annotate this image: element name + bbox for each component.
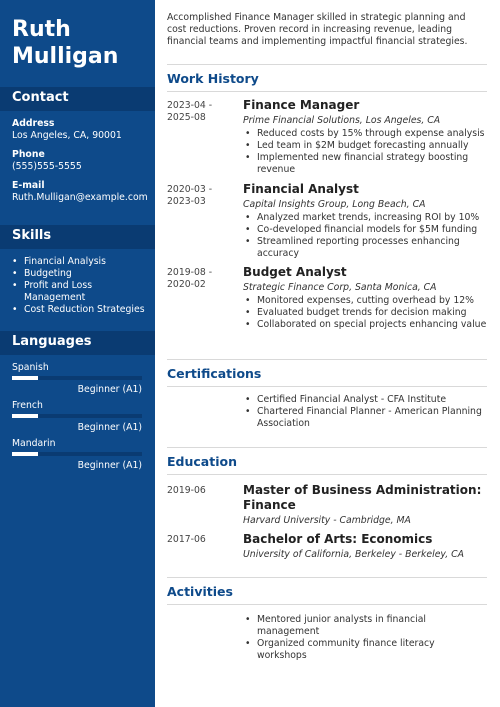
- list-item: • Led team in $2M budget forecasting annually: [243, 140, 487, 152]
- last-name: Mulligan: [12, 44, 119, 69]
- language-name: Mandarin: [12, 438, 56, 449]
- language-name: Spanish: [12, 362, 49, 373]
- skills-heading: Skills: [0, 225, 155, 249]
- list-item: • Mentored junior analysts in financial management: [243, 614, 487, 638]
- job-bullets: [243, 128, 487, 176]
- address-label: Address: [12, 118, 55, 129]
- list-item: • Collaborated on special projects enhancing value: [243, 319, 487, 331]
- proficiency-fill: [12, 452, 38, 456]
- job-bullets: [243, 212, 487, 260]
- job-dates: 2023-04 - 2025-08: [167, 100, 213, 123]
- email-label: E-mail: [12, 180, 45, 191]
- job-company: Prime Financial Solutions, Los Angeles, CA: [243, 115, 441, 126]
- phone-value: (555)555-5555: [12, 161, 82, 172]
- job-dates: 2020-03 - 2023-03: [167, 184, 213, 207]
- list-item: • Chartered Financial Planner - American Planning Association: [243, 406, 487, 430]
- language-mandarin: [12, 438, 142, 472]
- job-title: Budget Analyst: [243, 265, 347, 279]
- job-dates: 2019-08 - 2020-02: [167, 267, 213, 290]
- list-item: • Certified Financial Analyst - CFA Institute: [243, 394, 487, 406]
- languages-heading: Languages: [0, 331, 155, 355]
- school-name: University of California, Berkeley - Berkeley, CA: [243, 549, 464, 560]
- email-value[interactable]: Ruth.Mulligan@example.com: [12, 192, 148, 203]
- skills-list: [12, 256, 148, 316]
- language-french: [12, 400, 142, 434]
- list-item: • Reduced costs by 15% through expense analysis: [243, 128, 487, 140]
- school-name: Harvard University - Cambridge, MA: [243, 515, 411, 526]
- education-heading: Education: [167, 447, 487, 475]
- language-level: Beginner (A1): [77, 460, 142, 471]
- list-item: • Profit and Loss Management: [12, 280, 148, 304]
- phone-label: Phone: [12, 149, 45, 160]
- list-item: • Streamlined reporting processes enhancing accuracy: [243, 236, 487, 260]
- proficiency-fill: [12, 376, 38, 380]
- language-name: French: [12, 400, 43, 411]
- proficiency-bar: [12, 414, 142, 418]
- address-value: Los Angeles, CA, 90001: [12, 130, 122, 141]
- list-item: • Cost Reduction Strategies: [12, 304, 148, 316]
- contact-heading: Contact: [0, 87, 155, 111]
- certifications-heading: Certifications: [167, 359, 487, 387]
- job-company: Capital Insights Group, Long Beach, CA: [243, 199, 426, 210]
- activities-heading: Activities: [167, 577, 487, 605]
- list-item: • Organized community finance literacy workshops: [243, 638, 487, 662]
- job-title: Financial Analyst: [243, 182, 359, 196]
- summary: Accomplished Finance Manager skilled in strategic planning and cost reductions. Proven record in increasing revenue, leading financial teams and implementing impactful financial strategies.: [167, 12, 468, 47]
- list-item: • Analyzed market trends, increasing ROI by 10%: [243, 212, 487, 224]
- language-level: Beginner (A1): [77, 384, 142, 395]
- list-item: • Financial Analysis: [12, 256, 148, 268]
- language-spanish: [12, 362, 142, 396]
- job-company: Strategic Finance Corp, Santa Monica, CA: [243, 282, 437, 293]
- work-history-heading: Work History: [167, 64, 487, 92]
- list-item: • Co-developed financial models for $5M funding: [243, 224, 487, 236]
- list-item: • Budgeting: [12, 268, 148, 280]
- first-name: Ruth: [12, 17, 71, 42]
- list-item: • Evaluated budget trends for decision making: [243, 307, 487, 319]
- sidebar: [0, 0, 155, 707]
- proficiency-bar: [12, 376, 142, 380]
- candidate-name: [0, 0, 155, 70]
- education-date: 2019-06: [167, 485, 206, 496]
- proficiency-fill: [12, 414, 38, 418]
- language-level: Beginner (A1): [77, 422, 142, 433]
- main-content: [167, 0, 487, 707]
- education-date: 2017-06: [167, 534, 206, 545]
- certifications-list: [243, 394, 487, 430]
- job-title: Finance Manager: [243, 98, 360, 112]
- contact-section: [12, 118, 148, 211]
- list-item: • Monitored expenses, cutting overhead by 12%: [243, 295, 487, 307]
- degree-title: Bachelor of Arts: Economics: [243, 532, 433, 546]
- list-item: • Implemented new financial strategy boosting revenue: [243, 152, 487, 176]
- degree-title: Master of Business Administration: Finance: [243, 483, 482, 512]
- proficiency-bar: [12, 452, 142, 456]
- activities-list: [243, 614, 487, 662]
- job-bullets: [243, 295, 487, 331]
